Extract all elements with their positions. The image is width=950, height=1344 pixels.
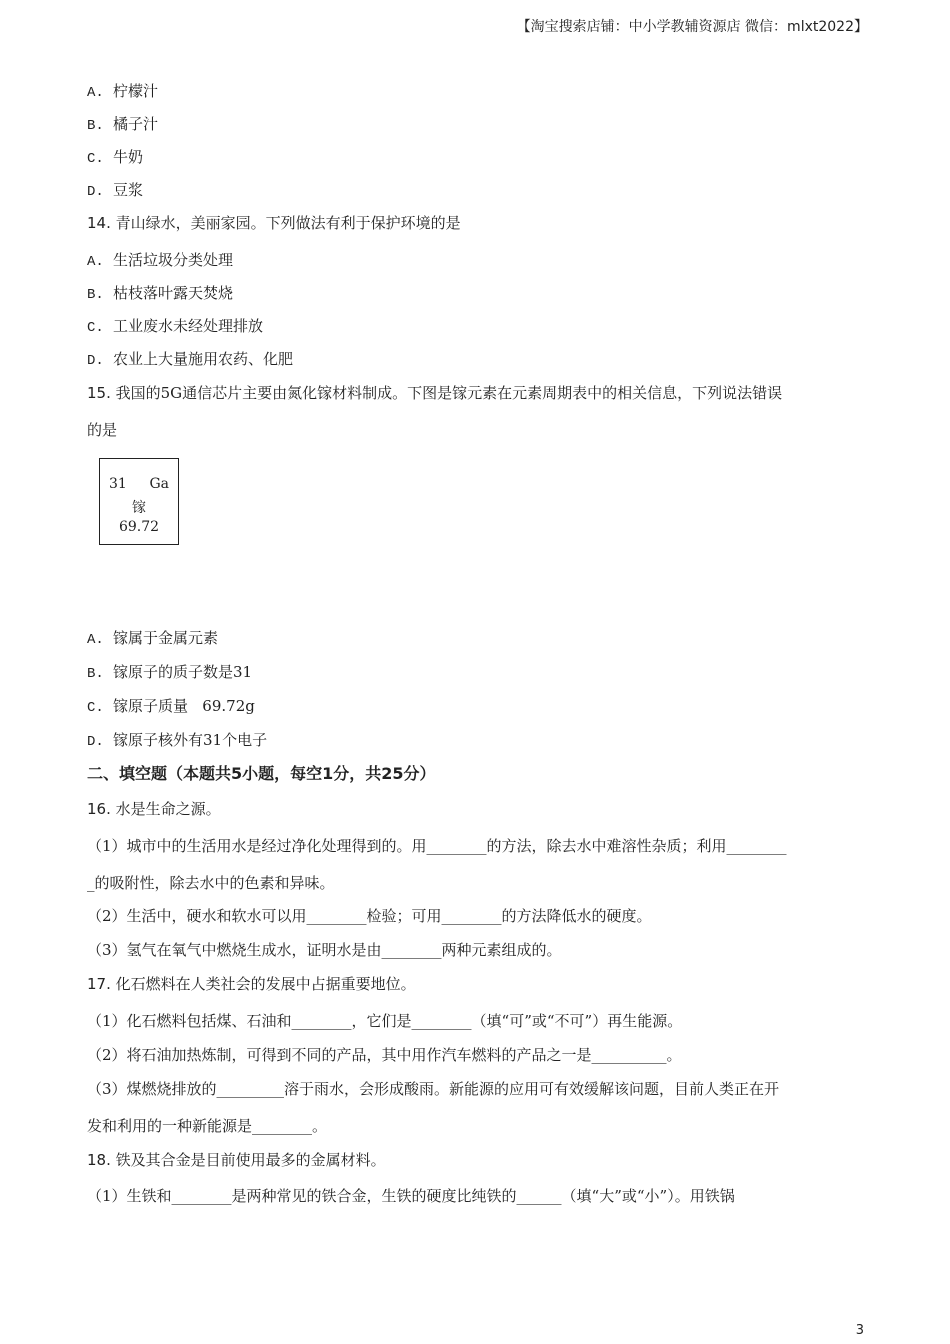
option-key: D. [87,353,104,369]
q18-sub1: （1）生铁和________是两种常见的铁合金，生铁的硬度比纯铁的______（填“大”或“小”）。用铁锅 [87,1187,735,1205]
q16-sub1: （1）城市中的生活用水是经过净化处理得到的。用________的方法，除去水中难溶性杂质；利用________ [87,837,787,855]
option-text: 枯枝落叶露天焚烧 [113,284,234,302]
question-number: 15. [87,384,111,402]
q17-sub1: （1）化石燃料包括煤、石油和________，它们是________（填“可”或“不可”）再生能源。 [87,1012,683,1030]
periodic-element-tile [99,458,179,545]
question-text: 水是生命之源。 [115,800,221,818]
atomic-mass: 69.72 [118,519,160,535]
option-key: B. [87,666,104,682]
option-text: 镓原子质量 69.72g [113,697,255,715]
option-key: C. [87,700,104,716]
q13-option-a [87,81,158,103]
q15-stem [87,383,782,403]
option-text: 农业上大量施用农药、化肥 [113,350,294,368]
question-text: 我国的5G通信芯片主要由氮化镓材料制成。下图是镓元素在元素周期表中的相关信息，下列说法错误 [115,384,783,402]
option-key: B. [87,118,104,134]
q14-option-c [87,316,263,338]
q17-sub2: （2）将石油加热炼制，可得到不同的产品，其中用作汽车燃料的产品之一是__________。 [87,1046,682,1064]
option-key: A. [87,632,104,648]
page-header: 【淘宝搜索店铺：中小学教辅资源店 微信：mlxt2022】 [516,19,868,35]
q15-option-a [87,628,218,650]
element-name: 镓 [132,500,146,516]
q14-option-b [87,283,233,305]
q15-option-d [87,730,267,752]
option-text: 橘子汁 [113,115,159,133]
page-number: 3 [855,1323,864,1338]
q17-stem [87,974,416,994]
q17-sub3-cont: 发和利用的一种新能源是________。 [87,1117,328,1135]
option-text: 豆浆 [113,181,144,199]
option-key: A. [87,85,104,101]
atomic-number: 31 [109,476,127,492]
option-text: 牛奶 [113,148,144,166]
question-number: 16. [87,800,111,818]
option-key: C. [87,320,104,336]
q15-stem-cont: 的是 [87,421,118,439]
q15-option-b [87,662,252,684]
q14-option-a [87,250,233,272]
option-key: B. [87,287,104,303]
q16-sub2: （2）生活中，硬水和软水可以用________检验；可用________的方法降低水的硬度。 [87,907,652,925]
q13-option-b [87,114,158,136]
q18-stem [87,1150,386,1170]
q14-stem [87,213,461,233]
option-text: 生活垃圾分类处理 [113,251,234,269]
option-text: 工业废水未经处理排放 [113,317,264,335]
question-text: 铁及其合金是目前使用最多的金属材料。 [115,1151,386,1169]
option-text: 镓原子的质子数是31 [113,663,253,681]
option-key: D. [87,734,104,750]
q16-sub3: （3）氢气在氧气中燃烧生成水，证明水是由________两种元素组成的。 [87,941,562,959]
q13-option-c [87,147,143,169]
q16-stem [87,799,221,819]
option-key: D. [87,184,104,200]
q17-sub3: （3）煤燃烧排放的_________溶于雨水，会形成酸雨。新能源的应用可有效缓解该问题，目前人类正在开 [87,1080,780,1098]
option-key: A. [87,254,104,270]
option-text: 柠檬汁 [113,82,159,100]
question-text: 青山绿水，美丽家园。下列做法有利于保护环境的是 [115,214,461,232]
question-number: 18. [87,1151,111,1169]
q13-option-d [87,180,143,202]
option-text: 镓原子核外有31个电子 [113,731,268,749]
q15-option-c [87,696,255,718]
question-number: 14. [87,214,111,232]
section-title: 二、填空题（本题共5小题，每空1分，共25分） [87,764,436,783]
question-text: 化石燃料在人类社会的发展中占据重要地位。 [115,975,416,993]
option-text: 镓属于金属元素 [113,629,219,647]
q16-sub1-cont: _的吸附性，除去水中的色素和异味。 [87,874,335,892]
option-key: C. [87,151,104,167]
q14-option-d [87,349,293,371]
element-symbol: Ga [149,476,169,492]
question-number: 17. [87,975,111,993]
